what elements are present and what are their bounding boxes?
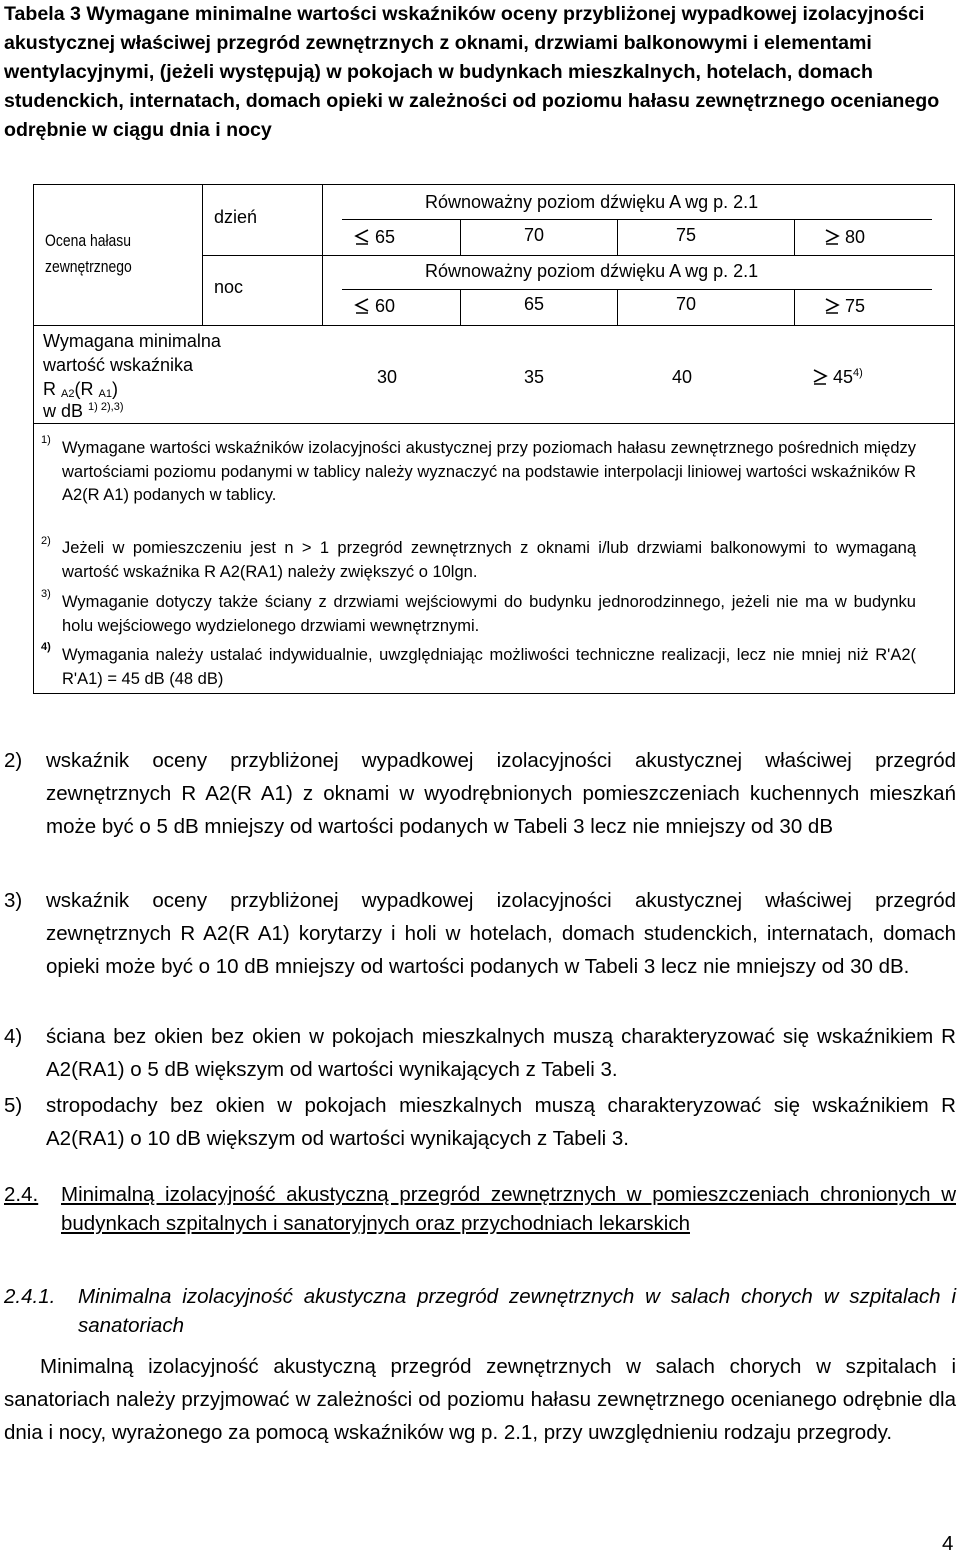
paren: )	[111, 379, 118, 399]
footnote-ref: 4)	[853, 367, 863, 379]
level-caption-day: Równoważny poziom dźwięku A wg p. 2.1	[425, 192, 759, 212]
divider	[460, 289, 461, 325]
value-text: 65	[375, 227, 396, 247]
required-value-3: 40	[672, 367, 693, 387]
footnote-mark: 1)	[41, 434, 51, 446]
list-item-label: 3)	[4, 889, 23, 912]
divider	[794, 219, 795, 255]
greater-equal-icon	[824, 228, 840, 246]
footnote-2: Jeżeli w pomieszczeniu jest n > 1 przegród zewnętrznych z oknami i/lub drzwiami balkonowymi to wymaganą wartość wskaźnika R A2(RA1) należy zwiększyć o 10lgn.	[62, 539, 916, 581]
symbol-r: R	[43, 379, 56, 399]
footnote-mark: 3)	[41, 588, 51, 600]
greater-equal-icon	[824, 297, 840, 315]
divider	[34, 325, 954, 326]
required-label-line-4	[43, 401, 124, 422]
night-value-3: 70	[676, 294, 697, 314]
less-equal-icon	[354, 297, 370, 315]
day-label: dzień	[214, 207, 258, 227]
section-number: 2.4.1.	[4, 1285, 56, 1308]
required-label-line-1: Wymagana minimalna	[43, 331, 221, 351]
day-value-1	[354, 227, 395, 248]
night-value-4	[824, 296, 865, 317]
value-text: 60	[375, 296, 396, 316]
value-text: 45	[833, 367, 854, 387]
footnote-refs: 1) 2),3)	[88, 401, 124, 413]
day-value-3: 75	[676, 225, 697, 245]
night-value-1	[354, 296, 395, 317]
list-item-label: 2)	[4, 749, 23, 772]
level-caption-night: Równoważny poziom dźwięku A wg p. 2.1	[425, 261, 759, 281]
list-item-text: wskaźnik oceny przybliżonej wypadkowej izolacyjności akustycznej właściwej przegród zewnętrznych R A2(R A1) korytarzy i holi w hotelach, domach studenckich, internatach, domach opieki może być o 10 dB mniejszy od wartości podanych w Tabeli 3 lecz nie mniejszy od 30 dB.	[46, 889, 956, 978]
divider	[202, 255, 954, 256]
list-item-text: wskaźnik oceny przybliżonej wypadkowej izolacyjności akustycznej właściwej przegród zewnętrznych R A2(R A1) z oknami w wyodrębnionych pomieszczeniach kuchennych mieszkań może być o 5 dB mniejszy od wartości podanych w Tabeli 3 lecz nie mniejszy od 30 dB	[46, 749, 956, 838]
value-text: 80	[845, 227, 866, 247]
footnote-1: Wymagane wartości wskaźników izolacyjności akustycznej przy poziomach hałasu zewnętrznego pośrednich między wartościami poziomu podanymi w tablicy należy wyznaczyć na podstawie interpolacji liniowej wartości wskaźników R A2(R A1) podanych w tablicy.	[62, 439, 916, 504]
list-item-text: stropodachy bez okien w pokojach mieszkalnych muszą charakteryzować się wskaźnikiem R A2(RA1) o 10 dB większym od wartości wynikających z Tabeli 3.	[46, 1094, 956, 1150]
required-label-line-3	[43, 379, 118, 400]
greater-equal-icon	[812, 368, 828, 386]
symbol-r: (R	[74, 379, 94, 399]
list-item-label: 5)	[4, 1094, 23, 1117]
divider	[34, 423, 954, 424]
less-equal-icon	[354, 228, 370, 246]
footnote-4: Wymagania należy ustalać indywidualnie, uwzględniając możliwości techniczne realizacji, lecz nie mniej niż R'A2( R'A1) = 45 dB (48 dB)	[62, 646, 916, 688]
page-number: 4	[942, 1532, 954, 1555]
row-header-line-2: zewnętrznego	[45, 257, 132, 276]
divider	[342, 219, 932, 220]
footnote-3: Wymaganie dotyczy także ściany z drzwiami wejściowymi do budynku jednorodzinnego, jeżeli nie ma w budynku holu wejściowego wydzielonego drzwiami wewnętrznymi.	[62, 593, 916, 635]
divider	[794, 289, 795, 325]
table-caption: Tabela 3 Wymagane minimalne wartości wskaźników oceny przybliżonej wypadkowej izolacyjności akustycznej właściwej przegród zewnętrznych z oknami, drzwiami balkonowymi i elementami wentylacyjnymi, (jeżeli występują) w pokojach w budynkach mieszkalnych, hotelach, domach studenckich, internatach, domach opieki w zależności od poziomu hałasu zewnętrznego ocenianego odrębnie w ciągu dnia i nocy	[4, 3, 940, 141]
subscript-a2: A2	[61, 388, 75, 400]
required-value-2: 35	[524, 367, 545, 387]
divider	[617, 219, 618, 255]
unit-text: w dB	[43, 401, 84, 421]
value-text: 75	[845, 296, 866, 316]
section-number: 2.4.	[4, 1183, 39, 1206]
subscript-a1: A1	[98, 388, 112, 400]
divider	[342, 289, 932, 290]
divider	[460, 219, 461, 255]
row-header-line-1: Ocena hałasu	[45, 231, 132, 250]
night-value-2: 65	[524, 294, 545, 314]
required-value-4	[812, 367, 863, 388]
day-value-2: 70	[524, 225, 545, 245]
day-value-4	[824, 227, 865, 248]
section-title: Minimalna izolacyjność akustyczna przegród zewnętrznych w salach chorych w szpitalach i sanatoriach	[78, 1285, 956, 1337]
body-paragraph: Minimalną izolacyjność akustyczną przegród zewnętrznych w salach chorych w szpitalach i sanatoriach należy przyjmować w zależności od poziomu hałasu zewnętrznego ocenianego odrębnie dla dnia i nocy, wyrażonego za pomocą wskaźników wg p. 2.1, przy uwzględnieniu rodzaju przegrody.	[4, 1355, 956, 1444]
section-title: Minimalną izolacyjność akustyczną przegród zewnętrznych w pomieszczeniach chronionych w budynkach szpitalnych i sanatoryjnych oraz przychodniach lekarskich	[61, 1183, 956, 1235]
required-label-line-2: wartość wskaźnika	[43, 355, 194, 375]
divider	[617, 289, 618, 325]
footnote-mark: 4)	[41, 641, 51, 653]
night-label: noc	[214, 277, 244, 297]
list-item-text: ściana bez okien bez okien w pokojach mieszkalnych muszą charakteryzować się wskaźnikiem R A2(RA1) o 5 dB większym od wartości wynikających z Tabeli 3.	[46, 1025, 956, 1081]
footnote-mark: 2)	[41, 535, 51, 547]
list-item-label: 4)	[4, 1025, 23, 1048]
required-value-1: 30	[377, 367, 398, 387]
